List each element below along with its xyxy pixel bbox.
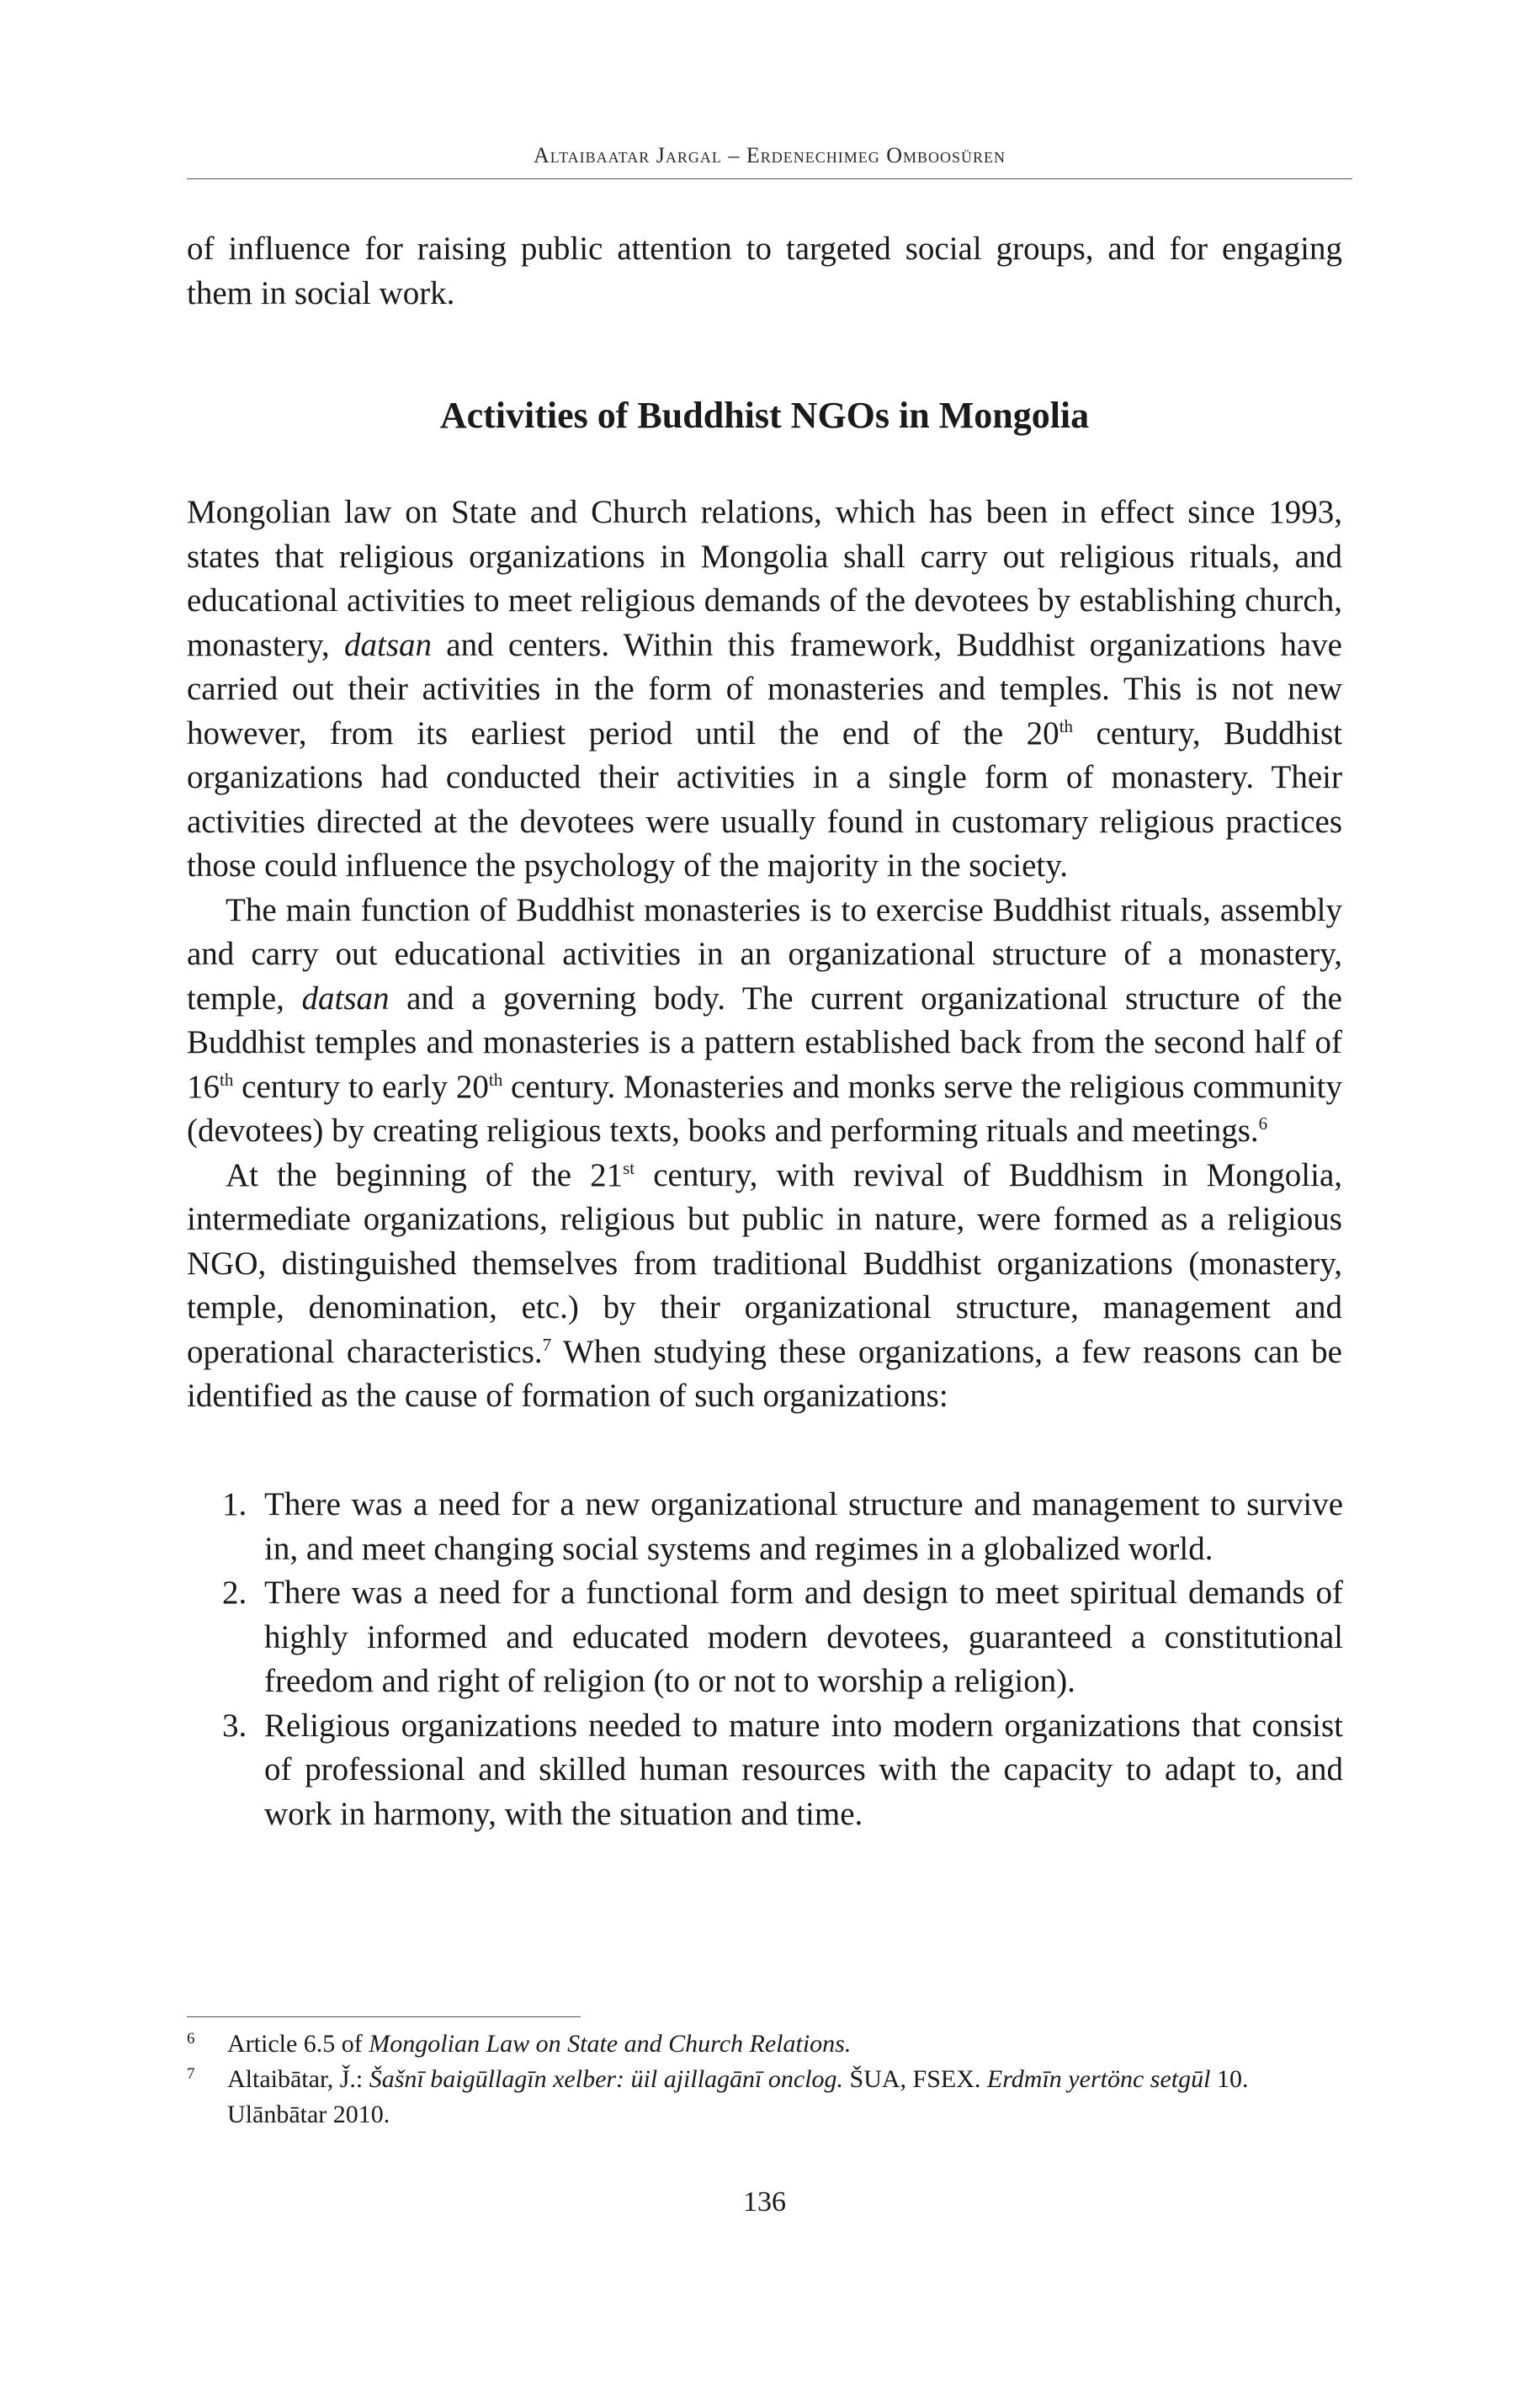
paragraph-1-text-c: century, Buddhist organizations had conducted their activities in a single form of monastery. Their activities directed at the devotees were usually found in customary religious practices those could influence the psychology of the majority in the society. xyxy=(187,714,1342,884)
paragraph-2-text-b: and a governing body. The current organizational structure of the Buddhist temples and monasteries is a pattern established back from the second half of 16 xyxy=(187,980,1342,1105)
paragraph-1-italic-term: datsan xyxy=(343,626,432,663)
list-item-number: 1. xyxy=(222,1486,247,1522)
main-body xyxy=(187,491,1342,1419)
paragraph-3-text-a: At the beginning of the 21 xyxy=(226,1156,624,1193)
running-head: Altaibaatar Jargal – Erdenechimeg Omboosüren xyxy=(533,143,1006,167)
paragraph-1 xyxy=(187,491,1342,889)
list-item xyxy=(222,1704,1343,1837)
paragraph-2 xyxy=(187,889,1342,1154)
paragraph-1-text-b: and centers. Within this framework, Buddhist organizations have carried out their activities in the form of monasteries and temples. This is not new however, from its earliest period until the end of the 20 xyxy=(187,626,1342,752)
footnote-ref-7[interactable]: 7 xyxy=(542,1334,552,1355)
footnotes xyxy=(187,2026,1342,2133)
footnote-7-italic-title: Šašnī baigūllagīn xelber: üil ajillagānī onclog. xyxy=(369,2065,844,2093)
footnote-7-text-a: Altaibātar, J̌.: xyxy=(227,2065,369,2093)
footnote-6-text: Article 6.5 of xyxy=(227,2030,369,2058)
list-item xyxy=(222,1571,1343,1704)
footnote-6 xyxy=(187,2026,1342,2062)
footnote-7-italic-journal: Erdmīn yertönc setgūl xyxy=(986,2065,1211,2093)
footnote-6-italic-title: Mongolian Law on State and Church Relations. xyxy=(369,2030,852,2058)
paragraph-3 xyxy=(187,1154,1342,1419)
paragraph-1-ordinal-sup: th xyxy=(1059,715,1074,736)
list-item-text: Religious organizations needed to mature into modern organizations that consist of professional and skilled human resources with the capacity to adapt to, and work in harmony, with the situation and time. xyxy=(264,1707,1343,1832)
list-item-number: 3. xyxy=(222,1707,247,1744)
footnote-7-text-b: ŠUA, FSEX. xyxy=(843,2065,987,2093)
paragraph-2-text-c: century to early 20 xyxy=(233,1068,489,1105)
page-number: 136 xyxy=(743,2186,786,2218)
footnote-ref-6[interactable]: 6 xyxy=(1258,1113,1268,1134)
list-item-text: There was a need for a functional form and design to meet spiritual demands of highly informed and educated modern devotees, guaranteed a constitutional freedom and right of religion (to or not to worship a religion). xyxy=(264,1575,1343,1699)
continuation-paragraph xyxy=(187,227,1342,316)
paragraph-1-text-a: Mongolian law on State and Church relations, which has been in effect since 1993, states that religious organizations in Mongolia shall carry out religious rituals, and educational activities to meet religious demands of the devotees by establishing church, monastery, xyxy=(187,494,1342,663)
footnote-7 xyxy=(187,2062,1342,2133)
footnote-rule xyxy=(187,2016,581,2017)
numbered-list xyxy=(222,1483,1343,1836)
paragraph-3-text-b: century, with revival of Buddhism in Mongolia, intermediate organizations, religious but public in nature, were formed as a religious NGO, distinguished themselves from traditional Buddhist organizations (monastery, temple, denomination, etc.) by their organizational structure, management and operational characteristics. xyxy=(187,1156,1342,1370)
paragraph-2-ordinal-sup-1: th xyxy=(220,1069,234,1090)
list-item-text: There was a need for a new organizational structure and management to survive in, and meet changing social systems and regimes in a globalized world. xyxy=(264,1486,1343,1567)
paragraph-2-italic-term: datsan xyxy=(301,980,390,1017)
paragraph-2-text-a: The main function of Buddhist monasteries is to exercise Buddhist rituals, assembly and carry out educational activities in an organizational structure of a monastery, temple, xyxy=(187,891,1342,1017)
section-title: Activities of Buddhist NGOs in Mongolia xyxy=(439,395,1090,436)
paragraph-3-text-c: When studying these organizations, a few reasons can be identified as the cause of formation of such organizations: xyxy=(187,1333,1342,1414)
list-item-number: 2. xyxy=(222,1575,247,1611)
footnote-7-mark: 7 xyxy=(187,2065,195,2083)
header-rule xyxy=(187,178,1352,179)
list-item xyxy=(222,1483,1343,1571)
footnote-6-mark: 6 xyxy=(187,2030,195,2048)
continuation-text: of influence for raising public attention to targeted social groups, and for engaging them in social work. xyxy=(187,231,1342,311)
paragraph-2-ordinal-sup-2: th xyxy=(488,1069,503,1090)
paragraph-3-ordinal-sup: st xyxy=(623,1157,635,1178)
footnote-7-text-c: 10. Ulānbātar 2010. xyxy=(227,2065,1249,2128)
paragraph-2-text-d: century. Monasteries and monks serve the religious community (devotees) by creating religious texts, books and performing rituals and meetings. xyxy=(187,1068,1342,1149)
